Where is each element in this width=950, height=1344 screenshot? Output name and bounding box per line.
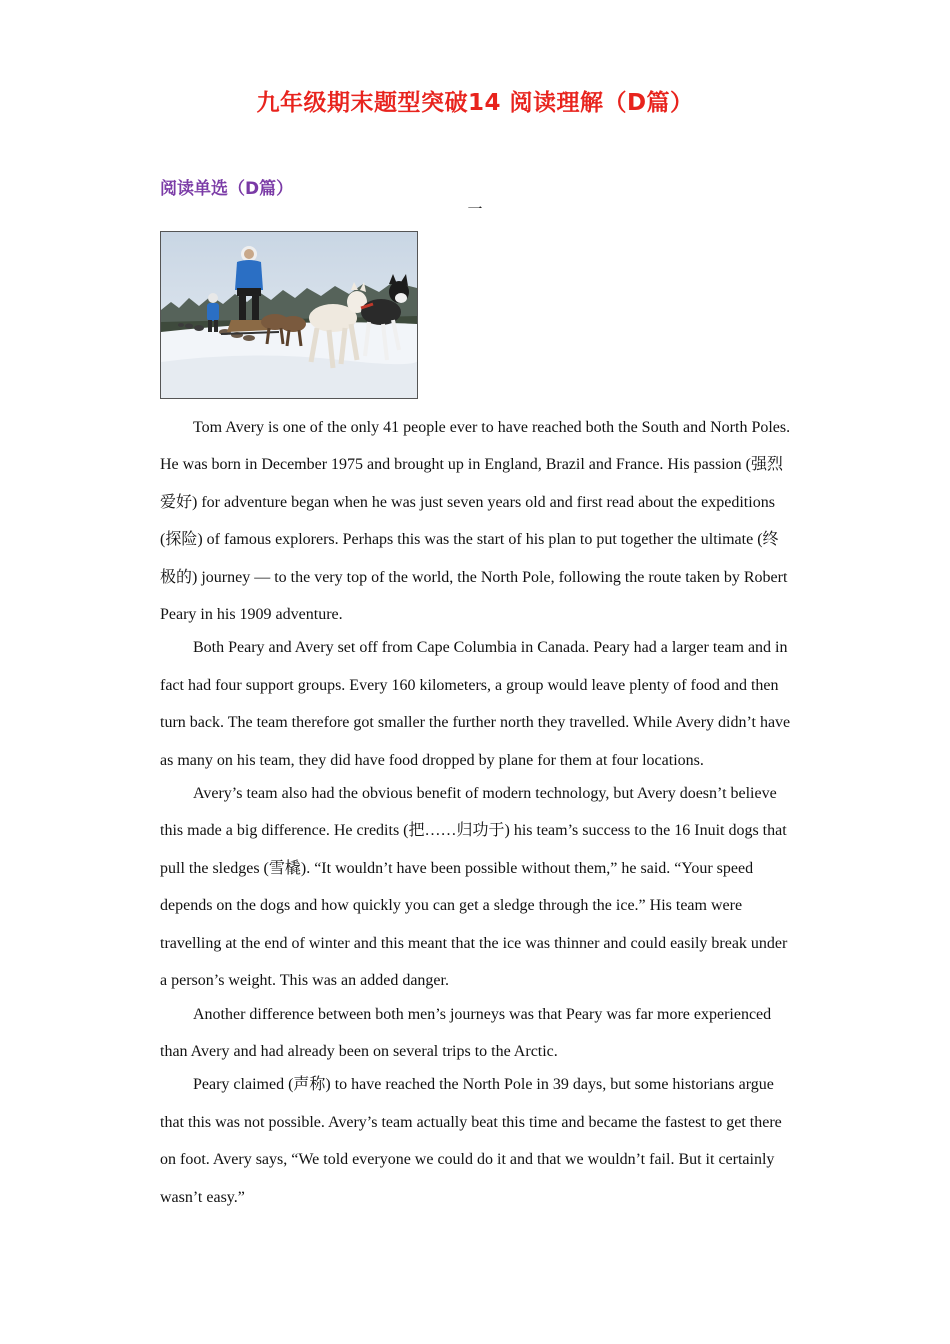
section-number: 一 [467,202,483,218]
paragraph: Tom Avery is one of the only 41 people ever to have reached both the South and North Poles. He was born in December 1975 and brought up in England, Brazil and France. His passion (强烈爱好) for adventure began when he was just seven years old and first read about the expeditions (探险) of famous explorers. Perhaps this was the start of his plan to put together the ultimate (终极的) journey — to the very top of the world, the North Pole, following the route taken by Robert Peary in his 1909 adventure. [160,419,791,624]
paragraph: Avery’s team also had the obvious benefit of modern technology, but Avery doesn’t believe this made a big difference. He credits (把……归功于) his team’s success to the 16 Inuit dogs that pull the sledges (雪橇). “It wouldn’t have been possible without them,” he said. “Your speed depends on the dogs and how quickly you can get a sledge through the ice.” His team were travelling at the end of winter and this meant that the ice was thinner and could easily break under a person’s weight. This was an added danger. [160,785,788,990]
article-body [160,409,792,1212]
paragraph: Another difference between both men’s journeys was that Peary was far more experienced than Avery and had already been on several trips to the Arctic. [160,1005,772,1060]
dog-sled-photo [160,231,418,399]
page-title: 九年级期末题型突破14 阅读理解（D篇） [256,90,694,116]
paragraph: Peary claimed (声称) to have reached the North Pole in 39 days, but some historians argue that this was not possible. Avery’s team actually beat this time and became the fastest to get there on foot. Avery says, “We told everyone we could do it and that we wouldn’t fail. But it certainly wasn’t easy.” [160,1076,782,1206]
section-heading: 阅读单选（D篇） [160,179,294,199]
paragraph: Both Peary and Avery set off from Cape Columbia in Canada. Peary had a larger team and in fact had four support groups. Every 160 kilometers, a group would leave plenty of food and then turn back. The team therefore got smaller the further north they travelled. While Avery didn’t have as many on his team, they did have food dropped by plane for them at four locations. [160,639,791,769]
